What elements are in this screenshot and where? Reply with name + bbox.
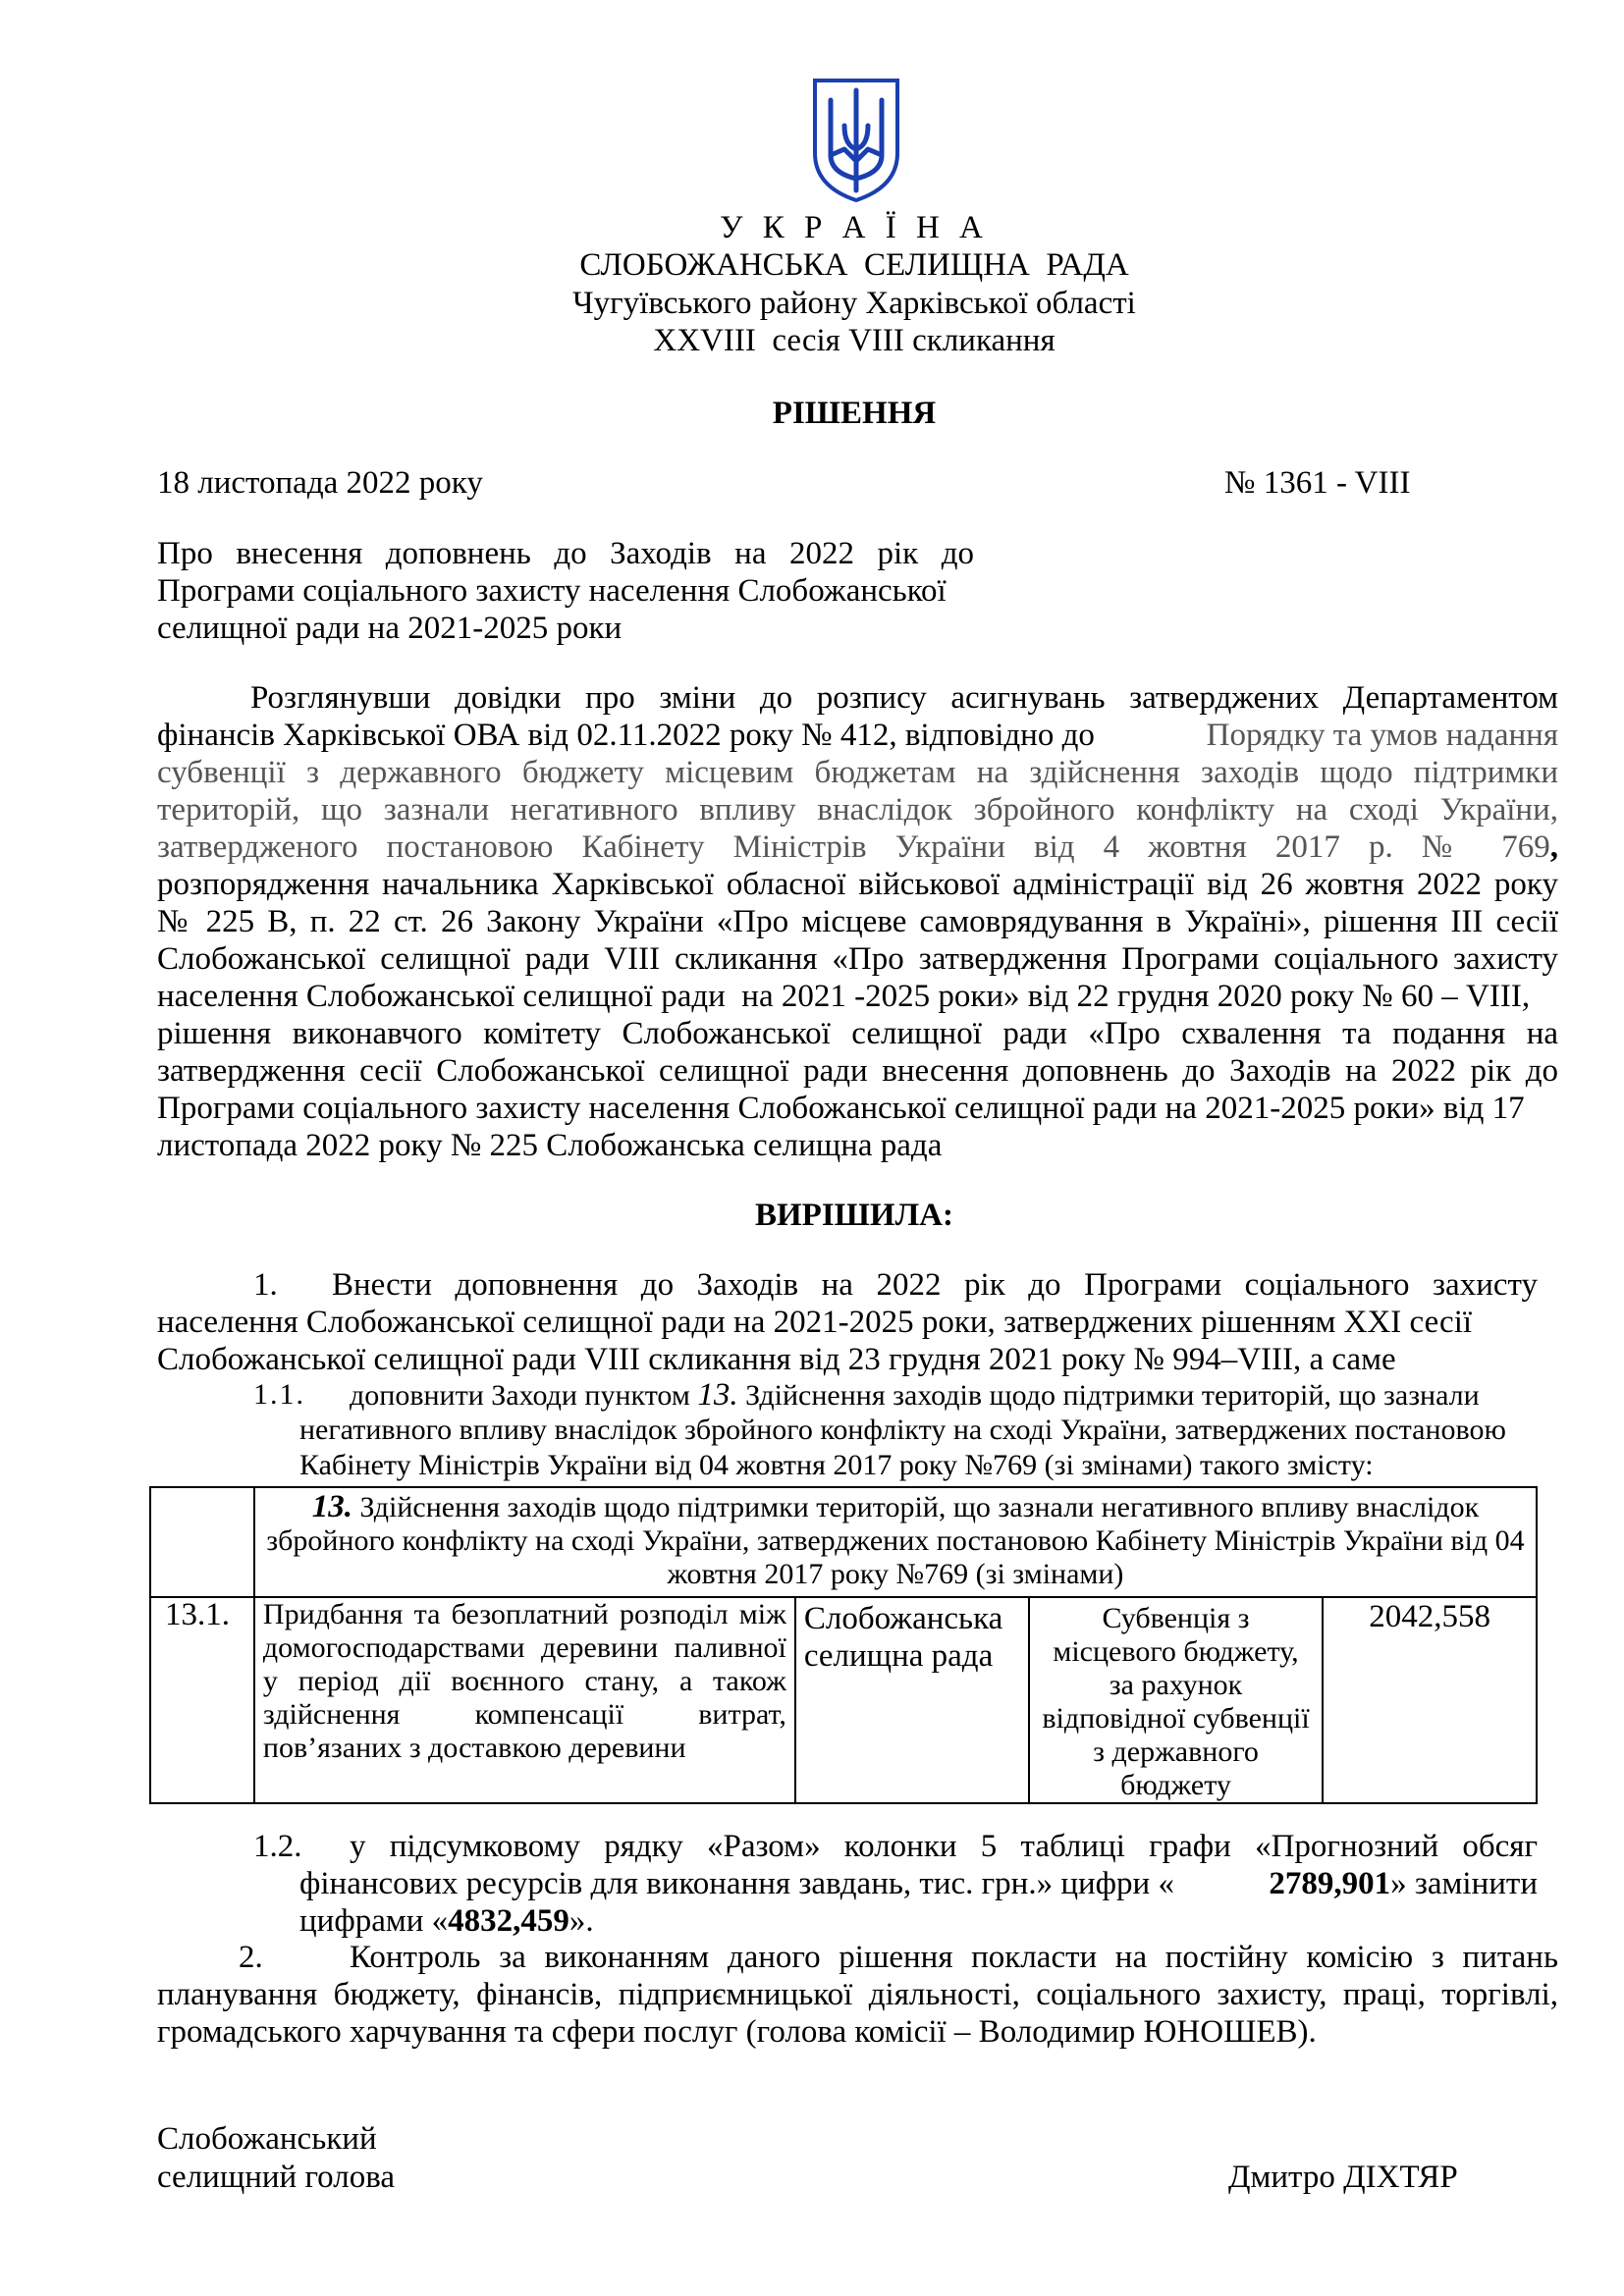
item11-point-number: 13. — [697, 1377, 738, 1413]
item1-number: 1. — [253, 1267, 278, 1303]
item2-number: 2. — [239, 1940, 263, 1975]
item1-line-3: Слобожанської селищної ради VIII скликання від 23 грудня 2021 року № 994–VIII, а саме — [157, 1342, 1396, 1377]
doc-number: № 1361 - VIII — [1224, 465, 1411, 501]
table-header-text: Здійснення заходів щодо підтримки територій, що зазнали негативного впливу внаслідок збройного конфлікту на сході України, затверджених постановою Кабінету Міністрів України від 04 жовтня 2017 року №769 (зі змінами) — [266, 1491, 1525, 1590]
header-country: У К Р А Ї Н А — [720, 210, 989, 245]
table-header-cell — [254, 1487, 1537, 1597]
preamble-line-3: субвенції з державного бюджету місцевим бюджетам на здійснення заходів щодо підтримки — [157, 755, 1558, 790]
table-header-row — [150, 1487, 1537, 1597]
item11-line-2: негативного впливу внаслідок збройного конфлікту на сході України, затверджених постановою — [299, 1414, 1506, 1446]
item12-line-2-text: фінансових ресурсів для виконання завдань, тис. грн.» цифри « — [299, 1866, 1174, 1901]
table-row-executor: Слобожанська селищна рада — [795, 1597, 1029, 1803]
preamble-line-2-text: фінансів Харківської ОВА від 02.11.2022 року № 412, відповідно до — [157, 718, 1104, 753]
table-row-source: Субвенція з місцевого бюджету, за рахунок відповідної субвенції з державного бюджету — [1029, 1597, 1323, 1803]
item12-new-value: 4832,459 — [448, 1903, 569, 1939]
item2-line-1: Контроль за виконанням даного рішення покласти на постійну комісію з питань — [350, 1940, 1558, 1975]
item12-line-3-text: цифрами « — [299, 1903, 449, 1939]
item1-line-2: населення Слобожанської селищної ради на 2021-2025 роки, затверджених рішенням XXI сесії — [157, 1305, 1473, 1340]
item11-lead: доповнити Заходи пунктом — [350, 1379, 698, 1412]
table-header-empty-cell — [150, 1487, 254, 1597]
item12-line-3-tail: ». — [568, 1903, 594, 1939]
signature-title-2: селищний голова — [157, 2160, 396, 2195]
item1-line-1: Внести доповнення до Заходів на 2022 рік до Програми соціального захисту — [332, 1267, 1538, 1303]
item12-line-2 — [299, 1865, 1538, 1902]
table-header-number: 13. — [311, 1489, 352, 1524]
item2-line-2: планування бюджету, фінансів, підприємницької діяльності, соціального захисту, праці, торгівлі, — [157, 1977, 1558, 2012]
signature-title-1: Слобожанський — [157, 2121, 377, 2157]
preamble-line-6: розпорядження начальника Харківської обласної військової адміністрації від 26 жовтня 2022 року — [157, 867, 1558, 902]
item12-line-3 — [299, 1902, 594, 1940]
preamble-line-13: листопада 2022 року № 225 Слобожанська селищна рада — [157, 1128, 943, 1163]
item12-line-2-tail: » замінити — [1390, 1866, 1538, 1901]
resolved-heading: ВИРІШИЛА: — [755, 1198, 953, 1233]
preamble-line-5-comma: , — [1549, 829, 1558, 865]
item2-line-3: громадського харчування та сфери послуг (голова комісії – Володимир ЮНОШЕВ). — [157, 2014, 1317, 2050]
doc-date: 18 листопада 2022 року — [157, 465, 483, 501]
item11-number: 1.1. — [253, 1378, 305, 1411]
preamble-line-10: рішення виконавчого комітету Слобожанської селищної ради «Про схвалення та подання на — [157, 1016, 1558, 1051]
preamble-line-5 — [157, 828, 1558, 866]
preamble-line-4: територій, що зазнали негативного впливу внаслідок збройного конфлікту на сході України, — [157, 792, 1558, 828]
item12-old-value: 2789,901 — [1269, 1866, 1391, 1901]
header-district: Чугуївського району Харківської області — [572, 286, 1136, 321]
subject-line-3: селищної ради на 2021-2025 роки — [157, 611, 623, 646]
table-row-measure: Придбання та безоплатний розподіл між домогосподарствами деревини паливної у період дії воєнного стану, а також здійснення компенсації витрат, пов’язаних з доставкою деревини — [254, 1597, 795, 1803]
measures-table — [149, 1486, 1538, 1804]
subject-line-1: Про внесення доповнень до Заходів на 2022 рік до — [157, 536, 974, 571]
doc-type: РІШЕННЯ — [772, 396, 937, 431]
item11-line-3: Кабінету Міністрів України від 04 жовтня 2017 року №769 (зі змінами) такого змісту: — [299, 1449, 1374, 1481]
item12-line-1: у підсумковому рядку «Разом» колонки 5 таблиці графи «Прогнозний обсяг — [350, 1829, 1538, 1864]
preamble-line-2-link: Порядку та умов надання — [1206, 718, 1558, 753]
preamble-line-9: населення Слобожанської селищної ради на 2021 -2025 роки» від 22 грудня 2020 року № 60 – VIII, — [157, 979, 1531, 1014]
table-row-number: 13.1. — [150, 1597, 254, 1803]
preamble-line-1: Розглянувши довідки про зміни до розпису асигнувань затверджених Департаментом — [250, 680, 1558, 716]
header-council: СЛОБОЖАНСЬКА СЕЛИЩНА РАДА — [579, 247, 1129, 283]
header-session: XXVIII сесія VIII скликання — [653, 323, 1056, 358]
table-row-amount: 2042,558 — [1323, 1597, 1537, 1803]
coat-of-arms — [811, 77, 901, 204]
signature-name: Дмитро ДІХТЯР — [1228, 2160, 1458, 2195]
item11-line-1 — [350, 1376, 1480, 1415]
trident-icon — [811, 77, 901, 204]
preamble-line-12: Програми соціального захисту населення Слобожанської селищної ради на 2021-2025 роки» від 17 — [157, 1091, 1525, 1126]
subject-line-2: Програми соціального захисту населення Слобожанської — [157, 573, 947, 609]
preamble-line-8: Слобожанської селищної ради VIII скликання «Про затвердження Програми соціального захисту — [157, 941, 1558, 977]
item12-number: 1.2. — [253, 1829, 302, 1864]
preamble-line-7: № 225 В, п. 22 ст. 26 Закону України «Про місцеве самоврядування в Україні», рішення ІІІ сесії — [157, 904, 1558, 939]
preamble-line-5-text: затвердженого постановою Кабінету Міністрів України від 4 жовтня 2017 р. № 769 — [157, 829, 1550, 865]
preamble-line-2 — [157, 717, 1558, 754]
table-row — [150, 1597, 1537, 1803]
preamble-line-11: затвердження сесії Слобожанської селищної ради внесення доповнень до Заходів на 2022 рік до — [157, 1053, 1558, 1089]
item11-line-1-rest: Здійснення заходів щодо підтримки територій, що зазнали — [737, 1379, 1480, 1412]
